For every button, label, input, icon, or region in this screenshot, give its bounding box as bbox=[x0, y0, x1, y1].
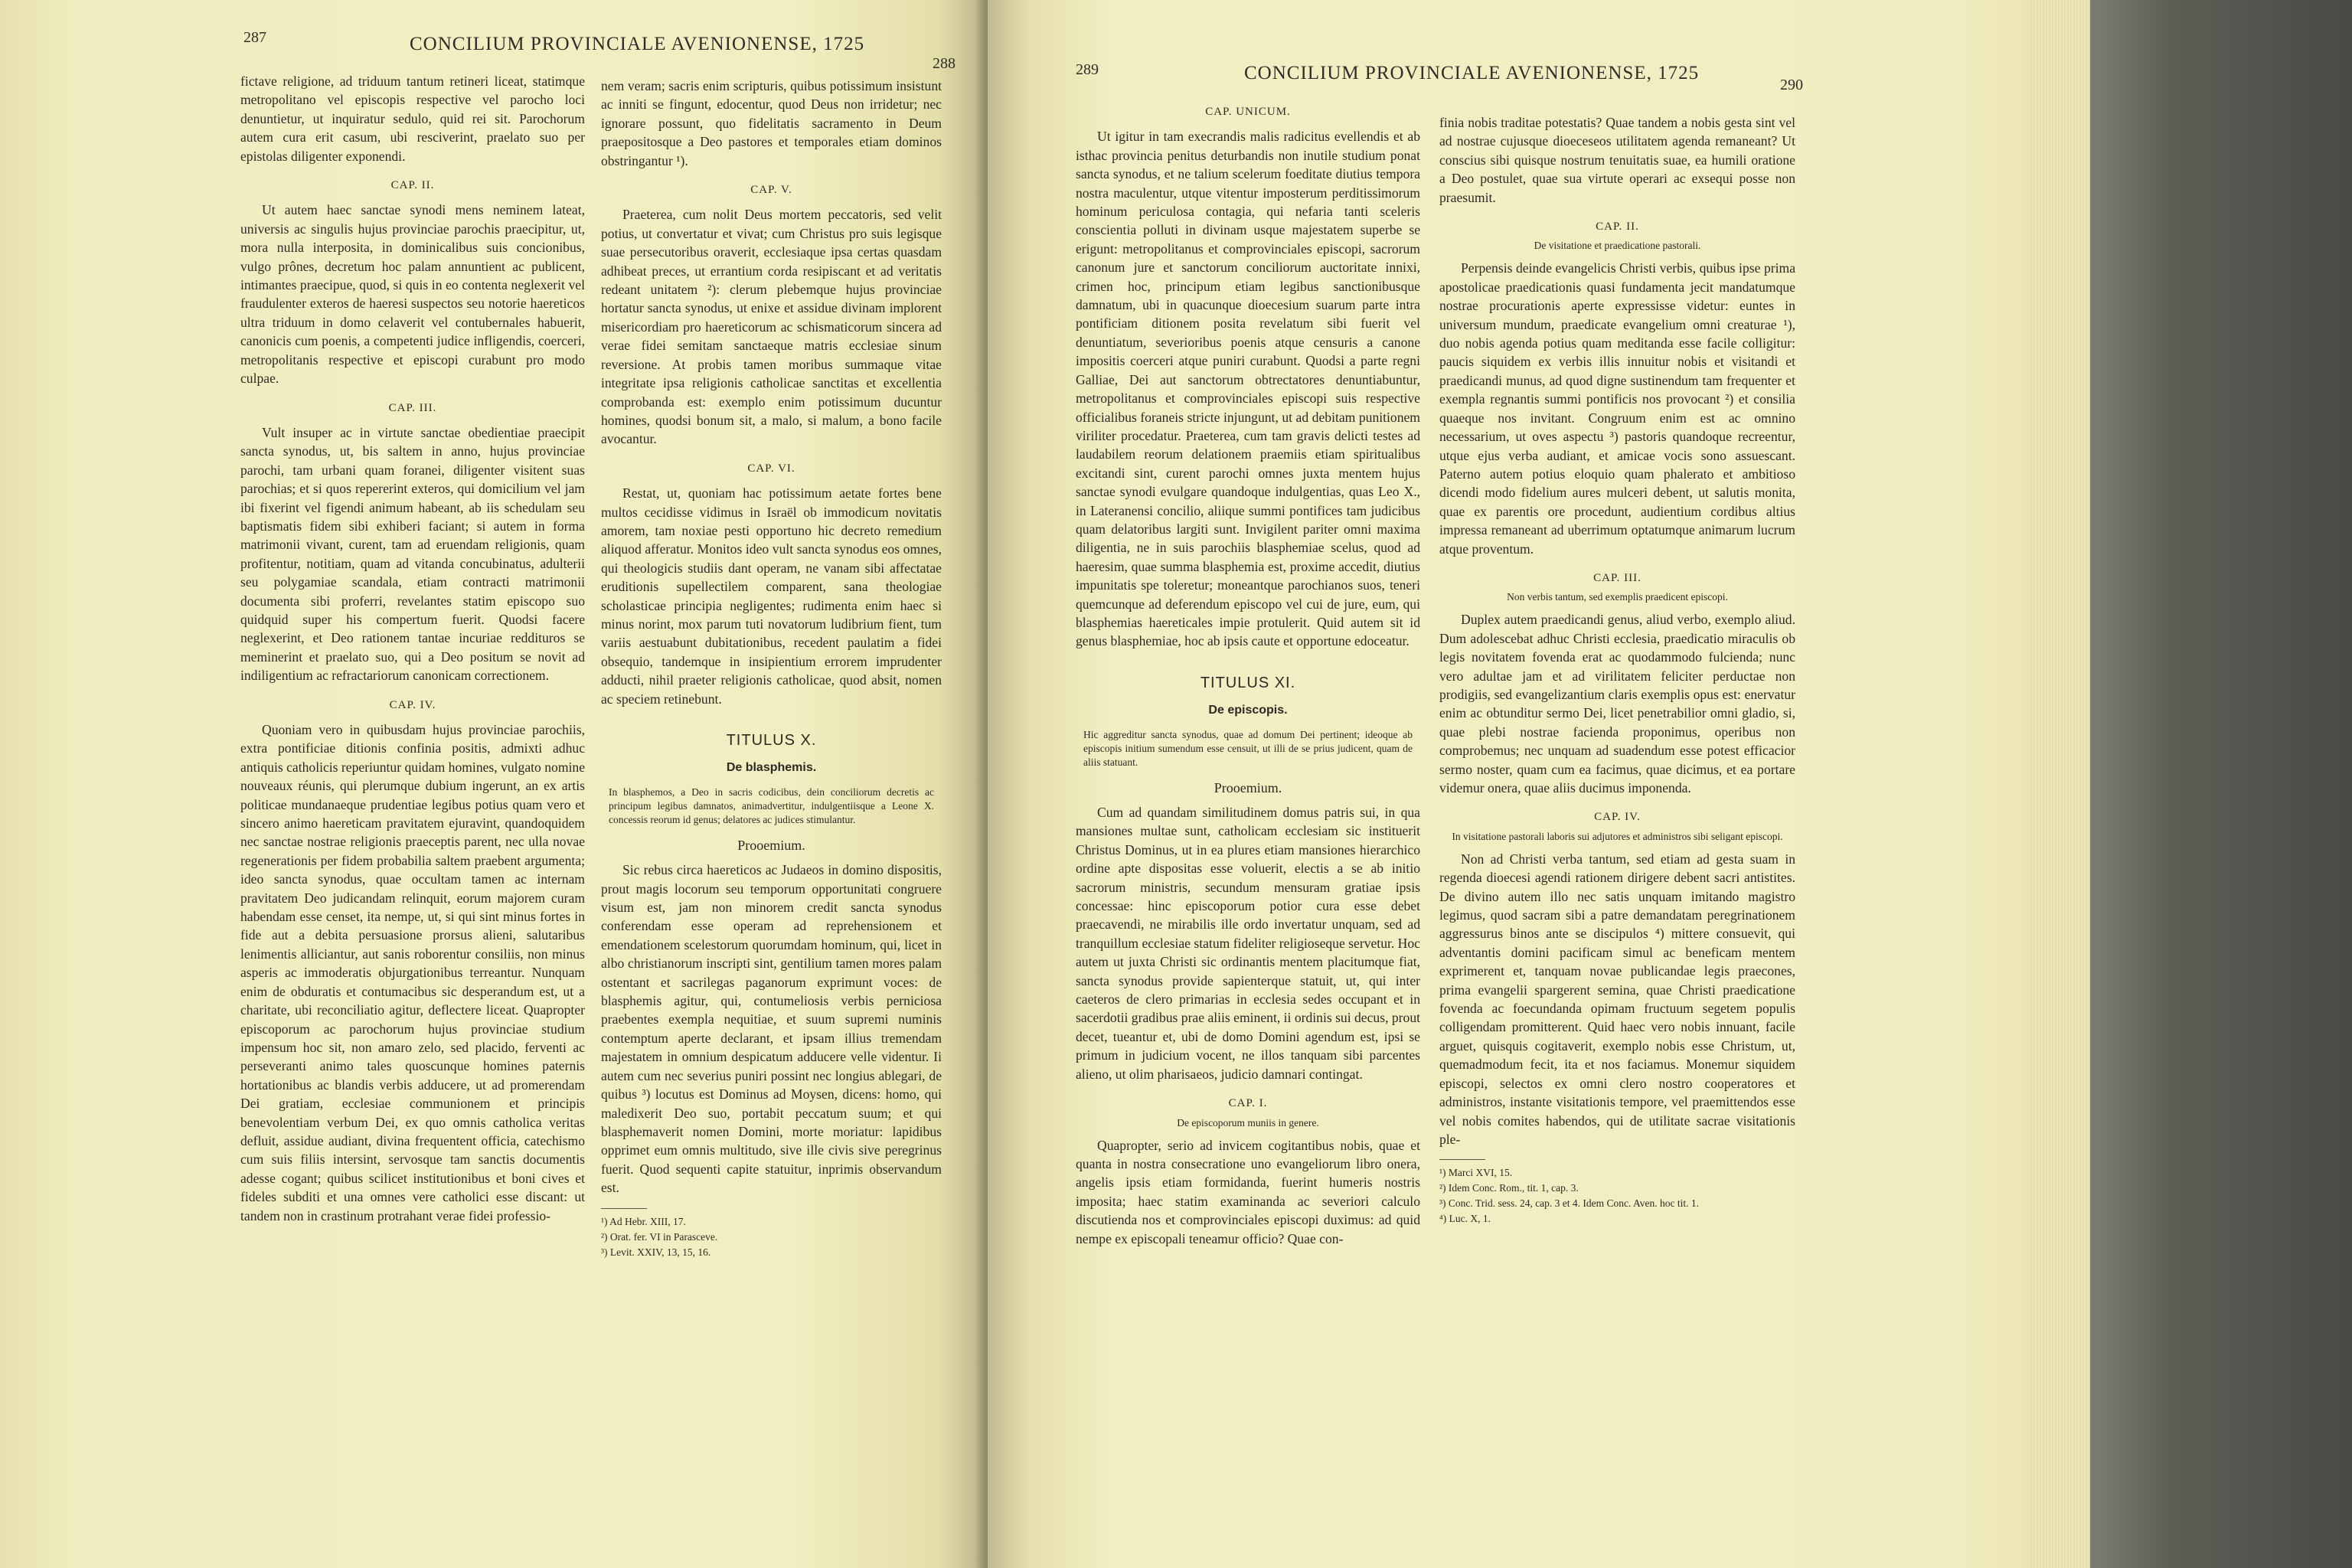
paragraph: Perpensis deinde evangelicis Christi verbis, quibus ipse prima apostolicae praedicationis quasi fundamenta jecit mandatumque nostrae procurationis aperte expressisse videtur: euntes in universum mundum, praedicate evangelium omni creaturae ¹), duo nobis agenda potius quam meditanda esse facile colligitur: paucis siquidem ex verbis illis innuitur nobis et visitandi et praedicandi munus, ad quod digne sustinendum tam frequenter et exempla regnantis summi pontificis nos provocant ²) et consilia quaeque nos invitant. Congruum enim est ac omnino necessarium, ut oves aspectu ³) pastoris quandoque recreentur, utque ejus verba audiant, et amicae vocis sono assuescant. Paterno autem potius eloquio quam phalerato et ambitioso dicendi modo fidelium aures mulceri debent, ut salutis monita, quae ex parentis ore procedunt, audientium cordibus altius impressa remaneant ad uberrimum optatumque animarum lucrum atque proventum. bbox=[1439, 260, 1795, 557]
right-page bbox=[988, 0, 2029, 1568]
left-page bbox=[0, 0, 988, 1568]
chapter-heading: CAP. UNICUM. bbox=[1205, 106, 1291, 118]
page-number-289: 289 bbox=[1076, 61, 1099, 78]
paragraph: Ut igitur in tam execrandis malis radicitus evellendis et ab isthac provincia penitus deturbandis non inutile studium ponat sancta synodus, et ne talium scelerum foeditate diutius tempora nostra maculentur, utque vitentur imposterum perditissimorum hominum periculosa contagia, qui nefaria tanti sceleris conscientia polluti in divinam usque majestatem superbe se erigunt: metropolitanus et comprovinciales episcopi, sacrorum canonum jure et sanctorum conciliorum auctoritate innixi, crimen hoc, principum etiam legibus sanctionibusque damnatum, ubi in quacunque dioecesium suarum parte intra pontificiam ditionem posita revelatum sibi fuerit vel denuntiatum, severioribus poenis atque censuris a canone impositis coerceri atque puniri curabunt. Quodsi a parte regni Galliae, Dei aut sanctorum obtrectatores denuntiabuntur, metropolitanus et comprovinciales episcopi suis respective officialibus foraneis stricte injungunt, ut ad debitam punitionem viriliter procedatur. Praeterea, cum tam gravis delicti testes ad laudabilem reorum delationem praemiis etiam spiritualibus excitandi sint, curent parochi omnes juxta mentem hujus sanctae synodi evulgare quandoque indulgentias, quas Leo X., in Lateranensi concilio, aliique summi pontifices tam judicibus quam delatoribus largiti sunt. Invigilent pariter omni maxima diligentia, ne in suis parochiis blasphemiae scelus, quod ad haeresim, quae summa blasphemia est, proxime accedit, diutius impunitatis spe toleretur; moneantque parochianos suos, teneri quemcunque ad deferendum episcopo vel cui de jure, eum, qui blasphemias haereticales impie protulerit. Quid autem sit id genus blasphemiae, hoc ab ipsis caute et opportune edoceatur. bbox=[1076, 129, 1420, 649]
chapter-subheading: In visitatione pastorali laboris sui adjutores et administros sibi seligant episcopi. bbox=[1452, 830, 1783, 842]
paragraph: finia nobis traditae potestatis? Quae tandem a nobis gesta sint vel ad nostrae cujusque dioeceseos utilitatem agenda remaneant? Ut conscius sibi quisque nostrum tenuitatis suae, ea humili oratione a Deo postulet, quae sua virtute operari ac exsequi posse non praesumit. bbox=[1439, 115, 1795, 205]
chapter-subheading: Non verbis tantum, sed exemplis praedicent episcopi. bbox=[1507, 591, 1728, 603]
paragraph: Sic rebus circa haereticos ac Judaeos in domino dispositis, prout magis locorum seu temporum opportunitati congruere visum est, jam non minorem credit sancta synodus conferendam esse operam ad reprehensionem et emendationem scelestorum quorumdam hominum, qui, licet in albo christianorum inscripti sint, gentilium tamen mores palam ostentant et sacrilegas paganorum exprimunt voces: de blasphemis agitur, qui, contumeliosis verbis perniciosa praebentes exempla nequitiae, et suum supremi numinis contemptum aperte declarant, et ipsam illius tremendam majestatem in omnium despicatum adducere velle videntur. Ii autem cum nec severius puniri possint nec longius ablegari, de quibus ³) locutus est Dominus ad Moysen, dicens: homo, qui maledixerit Deo suo, portabit peccatum suum; et qui blasphemaverit nomen Domini, morte moriatur: lapidibus opprimet eum omnis multitudo, sive ille civis sive peregrinus fuerit. Quod sequenti capite statuitur, inprimis observandum est. bbox=[601, 862, 942, 1196]
chapter-heading: CAP. I. bbox=[1228, 1097, 1268, 1110]
left-column-b bbox=[601, 77, 942, 1261]
prooemium-heading: Prooemium. bbox=[737, 837, 805, 853]
footnote: ³) Conc. Trid. sess. 24, cap. 3 et 4. Idem Conc. Aven. hoc tit. 1. bbox=[1439, 1197, 1700, 1210]
paragraph: Praeterea, cum nolit Deus mortem peccatoris, sed velit potius, ut convertatur et vivat; cum Christus pro suis legisque suae persecutoribus oraverit, ecclesiaque ipsa certas quasdam adhibeat preces, ut errantium corda resipiscant et ad veritatis redeant unitatem ²): clerum plebemque hujus provinciae hortatur sancta synodus, ut enixe et assidue divinam implorent misericordiam pro haereticorum ac schismaticorum sincera ad verae fidei semitam sanctaeque matris ecclesiae sinum reversione. At probis tamen moribus summaque vitae integritate ipsa religionis catholicae sanctitas et excellentia comprobanda est: exemplo enim potissimum ducuntur homines, quodsi bonum sit, a malo, si malum, a bono facile avocantur. bbox=[601, 207, 942, 447]
background-surface bbox=[2090, 0, 2352, 1568]
footnote: ²) Orat. fer. VI in Parasceve. bbox=[601, 1230, 718, 1243]
paragraph: Ut autem haec sanctae synodi mens neminem lateat, universis ac singulis hujus provinciae parochis praecipitur, ut, mora nulla interposita, in dominicalibus suis concionibus, vulgo prônes, decretum hoc palam annuntient ac publicent, intimantes praecipue, quod, si quis in eo contenta neglexerit vel fraudulenter exteros de haeresi suspectos seu notorie haereticos ultra triduum in domo celaverit vel contubernales habuerit, canonicis cum poenis, a competenti judice infligendis, coerceri, metropolitanis respective et episcopi curabunt pro modo culpae. bbox=[240, 202, 585, 387]
paragraph: Duplex autem praedicandi genus, aliud verbo, exemplo aliud. Dum adolescebat adhuc Christi ecclesia, praedicatio miraculis ob legis novitatem fovenda erat ac quodammodo fulcienda; nunc vero adultae jam et ad virilitatem feliciter perductae non prodigiis, sed evangelizantium claris exemplis opus est: enervatur enim ac obtunditur sermo Dei, licet penetrabilior omni gladio, si, quae plebi nostrae facienda proponimus, operibus non comprobemus; nec unquam ad suadendum esse potest efficacior sermo noster, quam cum ea facimus, quae dicimus, et ea portare videmur onera, quae aliis ducimus imponenda. bbox=[1439, 612, 1795, 795]
footnotes bbox=[601, 1215, 942, 1259]
paragraph: Vult insuper ac in virtute sanctae obedientiae praecipit sancta synodus, ut, bis saltem in anno, hujus provinciae parochi, tam urbani quam foranei, diligenter visitent suas parochias; et si quos repererint exteros, qui domicilium vel jam ibi fixerint vel figendi animum habeant, ab iis schedulam seu baptismatis fidem sibi exhiberi faciant; si autem in forma matrimonii vivant, curent, tam ad eruendam religionis, quam profitentur, notitiam, quam ad vitanda concubinatus, adulterii seu polygamiae scandala, etiam contracti matrimonii documenta sibi proferri, revelantes statim episcopo suo quidquid super his compertum fuerit. Quodsi facere neglexerint, et Deo rationem tantae incuriae reddituros se meminerint et praelato suo, qui a Deo positum se novit ad indiligentium ac refractariorum canonicam correctionem. bbox=[240, 424, 585, 684]
chapter-heading: CAP. IV. bbox=[1594, 811, 1641, 824]
right-column-a bbox=[1076, 103, 1420, 1248]
chapter-heading: CAP. III. bbox=[1593, 571, 1642, 584]
paragraph: nem veram; sacris enim scripturis, quibus potissimum insistunt ac inniti se fingunt, edocentur, quod Deus non irridetur; nec ignorare possunt, quo fidelitatis sacramento in Deum praepositosque a Deo pastores et temporales etiam dominos obstringantur ¹). bbox=[601, 78, 942, 168]
titulus-summary: Hic aggreditur sancta synodus, quae ad domum Dei pertinent; ideoque ab episcopis initium sumendum esse censuit, ut illi de se prius judicent, quam de aliis statuant. bbox=[1083, 728, 1413, 768]
chapter-subheading: De episcoporum muniis in genere. bbox=[1177, 1116, 1319, 1129]
titulus-heading: TITULUS X. bbox=[726, 732, 817, 749]
page-number-290: 290 bbox=[1780, 77, 1803, 93]
paragraph: Cum ad quandam similitudinem domus patris sui, in qua mansiones multae sunt, catholicam ecclesiam sic instituerit Christus Dominus, ut in ea plures etiam mansiones hierarchico ordine apte dispositas esse voluerit, electis a se ab initio sacrorum ministris, secundum mensuram gratiae ipsis concessae: hinc episcoporum potior cura esse debet praecavendi, ne mirabilis ille ordo invertatur unquam, sed ad tranquillum ecclesiae statum fideliter religioseque servetur. Hoc autem ut juxta Christi sic ordinantis mentem placitumque fiat, sancta synodus provide sapienterque statuit, ut, qui inter caeteros de clero primarias in ecclesia sedes occupant et in sacerdotii gradibus prae aliis eminent, ii ordinis sui decus, prout decet, tueantur et, ubi de domo Domini agendum est, ipsi se primum in judicium vocent, ne illos tanquam sibi parcentes alieno, ut olim pharisaeos, judicio damnari contingat. bbox=[1076, 805, 1421, 1082]
paragraph: Quapropter, serio ad invicem cogitantibus nobis, quae et quanta in nostra consecratione uno evangeliorum libro onera, angelis ipsis etiam formidanda, fuerint humeris nostris imposita; haec statim examinanda ac severiori calculo discutienda nos et comprovinciales episcopi duximus: ad quid nempe ex episcopali teneamur officio? Quae con- bbox=[1076, 1137, 1420, 1246]
footnotes bbox=[1439, 1166, 1795, 1226]
titulus-heading: TITULUS XI. bbox=[1200, 674, 1296, 691]
right-column-b bbox=[1439, 113, 1795, 1227]
prooemium-heading: Prooemium. bbox=[1214, 779, 1282, 795]
footnote: ²) Idem Conc. Rom., tit. 1, cap. 3. bbox=[1439, 1182, 1579, 1194]
chapter-heading: CAP. II. bbox=[390, 179, 435, 192]
running-head-right: CONCILIUM PROVINCIALE AVENIONENSE, 1725 bbox=[1244, 63, 1700, 83]
footnote: ¹) Ad Hebr. XIII, 17. bbox=[601, 1215, 686, 1227]
page-number-287: 287 bbox=[243, 29, 266, 46]
paragraph: fictave religione, ad triduum tantum retineri liceat, statimque metropolitano vel episcopis respective vel parocho loci denuntietur, ut inquiratur sedulo, quid rei sit. Parochorum autem cura erit casum, ubi resciverint, praelato suo per epistolas diligenter exponendi. bbox=[240, 74, 585, 164]
titulus-summary: In blasphemos, a Deo in sacris codicibus, dein conciliorum decretis ac principum legibus damnatos, animadvertitur, indulgentiisque a Leone X. concessis reorum id genus; delatores ac judices stimulantur. bbox=[609, 786, 934, 825]
page-edges bbox=[2029, 0, 2090, 1568]
paragraph: Quoniam vero in quibusdam hujus provinciae parochiis, extra pontificiae ditionis confinia positis, admixti adhuc antiquis catholicis reperiuntur quidam homines, vulgato nomine nouveaux réunis, qui plerumque dubium ingerunt, an ex artis politicae mundanaeque prudentiae legibus potius quam vero et sincero animo haereticam pravitatem ejuravint, quandoquidem nec sanctae nostrae religionis praeceptis parent, nec ulla novae regenerationis per fidem probabilia saltem praebent argumenta; ideo sancta synodus, quae occultam tamen ac internam pravitatem Deo judicandam relinquit, eorum majorem curam habendam esse censet, ita nempe, ut, si qui sint minus fortes in fide aut a debita persuasione prorsus alieni, salutaribus lenimentis alliciantur, aut sanis roborentur consiliis, non minus asperis ac immoderatis objurgationibus terreantur. Nunquam enim de obduratis et contumacibus sic desperandum est, ut a charitate, ubi reconciliatio agitur, deflectere liceat. Quapropter episcoporum ac parochorum hujus provinciae studium impensum hoc sit, non amaro zelo, sed placido, ferventi ac perseveranti animo tales quoscunque homines paternis hortationibus ac blandis verbis adducere, ut ad promerendam Dei gratiam, ecclesiae communionem et principis benevolentiam verbum Dei, ex quo omnis catholica veritas defluit, assidue audiant, divina frequentent officia, catechismo cum suis filiis intersint, servosque tam sanctis documentis adesse cogant; quibus scilicet institutionibus et boni cives et fideles subditi et una omnes vere catholici esse discant: ut tandem non in crastinum protrahant verae fidei professio- bbox=[240, 722, 586, 1223]
chapter-heading: CAP. III. bbox=[388, 401, 437, 414]
titulus-subject: De blasphemis. bbox=[726, 761, 817, 775]
chapter-heading: CAP. II. bbox=[1596, 220, 1639, 234]
page-number-288: 288 bbox=[933, 55, 956, 72]
chapter-subheading: De visitatione et praedicatione pastorali. bbox=[1534, 240, 1701, 252]
footnote-rule bbox=[1439, 1159, 1485, 1160]
chapter-heading: CAP. VI. bbox=[747, 462, 795, 475]
footnote-rule bbox=[601, 1208, 647, 1209]
chapter-heading: CAP. V. bbox=[750, 184, 792, 197]
footnote: ⁴) Luc. X, 1. bbox=[1439, 1213, 1491, 1225]
left-column-a bbox=[240, 72, 585, 1225]
paragraph: Non ad Christi verba tantum, sed etiam ad gesta suam in regenda dioecesi agendi rationem dirigere debent sacri antistites. De divino autem illo nec satis unquam imitando magistro legimus, quod sacram sibi a patre demandatam peregrinationem aggressurus binos ante se discipulos ⁴) mittere consuevit, qui adventantis domini pacificam simul ac beneficam mentem exprimerent et, tanquam novae publicandae legis praecones, prima evangelii spargerent semina, quae Christi praedicatione fovenda ac foecundanda opimam fructuum segetem populis colligendam promitterent. Quid haec vero nobis innuant, facile arguet, quisquis cogitaverit, exemplo nobis esse Christum, ut, quemadmodum fecit, ita et nos faciamus. Monemur siquidem episcopi, selectos ex omni clero nostro cooperatores et administros, instante visitationis tempore, vel praemittendos esse vel nobis comites habendos, qui de utilitate sacrae visitationis ple- bbox=[1439, 851, 1795, 1147]
running-head-left: CONCILIUM PROVINCIALE AVENIONENSE, 1725 bbox=[410, 34, 865, 54]
titulus-subject: De episcopis. bbox=[1208, 704, 1288, 717]
footnote: ¹) Marci XVI, 15. bbox=[1439, 1167, 1513, 1179]
chapter-heading: CAP. IV. bbox=[389, 698, 436, 711]
footnote: ³) Levit. XXIV, 13, 15, 16. bbox=[601, 1246, 711, 1258]
paragraph: Restat, ut, quoniam hac potissimum aetate fortes bene multos cecidisse vidimus in Israël ob immodicum novitatis amorem, tam noxiae pesti opportuno hic decreto remedium aliquod afferatur. Monitos ideo vult sancta synodus eos omnes, qui theologicis studiis dant operam, ne vanam sibi affectatae eruditionis supellectilem comparent, sana theologiae scholasticae principia negligentes; rudimenta enim haec si minus norint, mox parum tuti novatorum ludibrium fient, tum variis aestuabunt dubitationibus, recedent paulatim a fidei obsequio, tandemque in insipientium errorem imprudenter adducti, nihil praeter religionis catholicae, quod absit, nomen ac speciem retinebunt. bbox=[601, 485, 942, 707]
